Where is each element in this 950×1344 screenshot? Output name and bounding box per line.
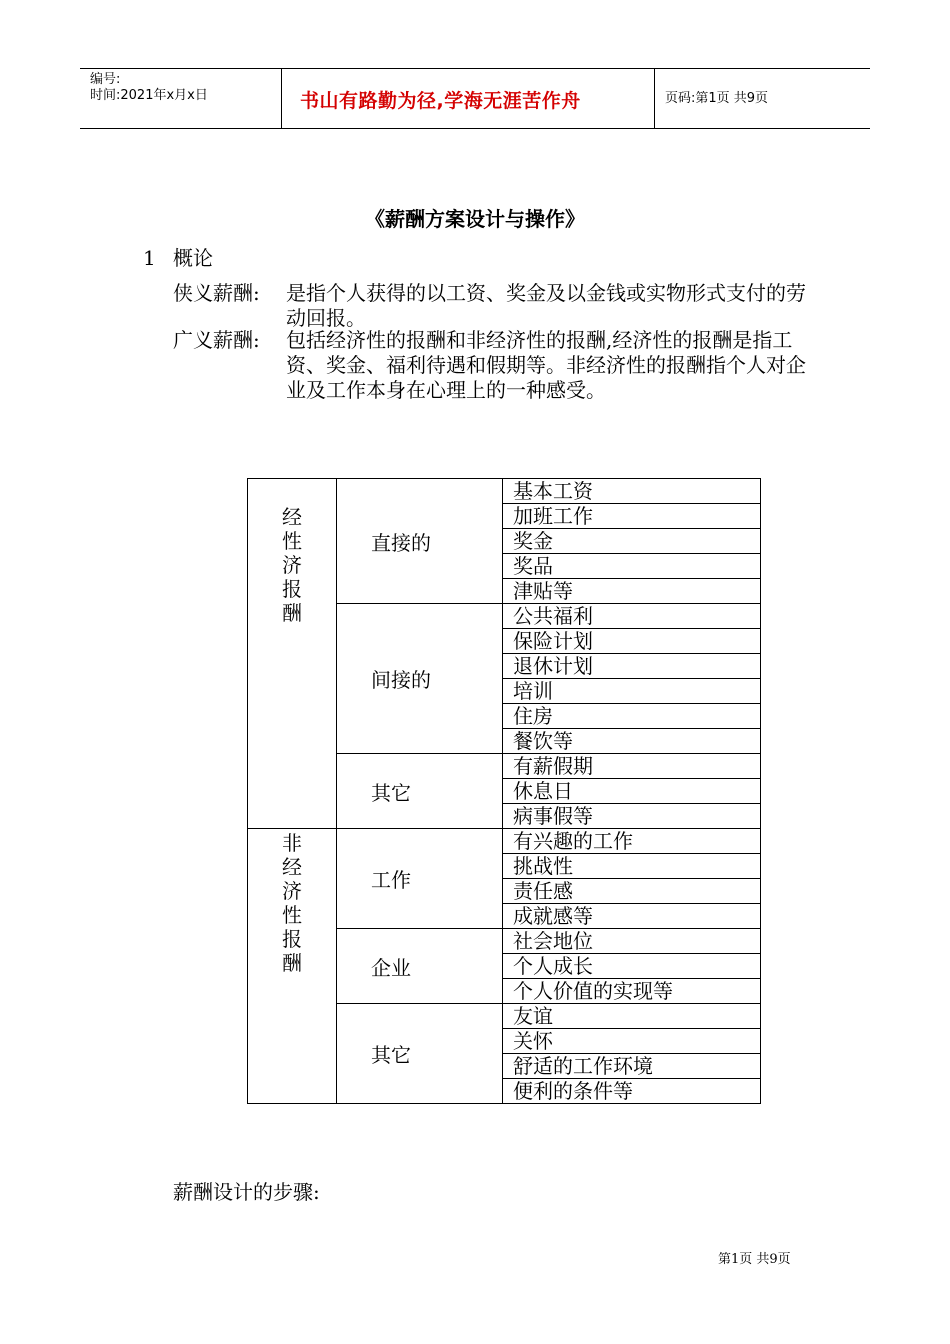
item-cell: 成就感等 [503, 904, 761, 929]
item-cell: 加班工作 [503, 504, 761, 529]
document-title: 《薪酬方案设计与操作》 [365, 207, 585, 231]
broad-body: 包括经济性的报酬和非经济性的报酬,经济性的报酬是指工资、奖金、福利待遇和假期等。非经济性的报酬指个人对企业及工作本身在心理上的一种感受。 [286, 328, 806, 402]
section-number: 1 [143, 246, 156, 270]
narrow-body: 是指个人获得的以工资、奖金及以金钱或实物形式支付的劳动回报。 [286, 281, 806, 330]
item-cell: 社会地位 [503, 929, 761, 954]
header-page-label: 页码:第1页 共9页 [665, 91, 769, 106]
table-row [248, 479, 761, 504]
header-time-label: 时间:2021年x月x日 [90, 88, 208, 103]
item-cell: 责任感 [503, 879, 761, 904]
category-cell [248, 829, 337, 1104]
section-title: 概论 [173, 246, 213, 270]
category-label: 经性济报酬 [282, 505, 302, 625]
narrow-definition [173, 281, 813, 333]
footer-page-label: 第1页 共9页 [718, 1252, 791, 1267]
item-cell: 住房 [503, 704, 761, 729]
item-cell: 津贴等 [503, 579, 761, 604]
table-row [248, 829, 761, 854]
item-cell: 挑战性 [503, 854, 761, 879]
narrow-term: 侠义薪酬: [173, 281, 260, 305]
item-cell: 奖品 [503, 554, 761, 579]
header-top-rule [80, 68, 870, 69]
item-cell: 公共福利 [503, 604, 761, 629]
item-cell: 有薪假期 [503, 754, 761, 779]
header-bottom-rule [80, 128, 870, 129]
steps-heading: 薪酬设计的步骤: [173, 1180, 320, 1204]
header-motto: 书山有路勤为径,学海无涯苦作舟 [300, 90, 581, 112]
item-cell: 舒适的工作环境 [503, 1054, 761, 1079]
item-cell: 个人成长 [503, 954, 761, 979]
item-cell: 奖金 [503, 529, 761, 554]
category-cell [248, 479, 337, 829]
subcategory-cell: 其它 [337, 754, 503, 829]
item-cell: 退休计划 [503, 654, 761, 679]
subcategory-cell: 直接的 [337, 479, 503, 604]
item-cell: 休息日 [503, 779, 761, 804]
category-label: 非经济性报酬 [282, 831, 302, 975]
item-cell: 餐饮等 [503, 729, 761, 754]
item-cell: 个人价值的实现等 [503, 979, 761, 1004]
section-heading [143, 242, 213, 271]
compensation-table [247, 478, 761, 1104]
item-cell: 培训 [503, 679, 761, 704]
item-cell: 保险计划 [503, 629, 761, 654]
header-divider-left [281, 68, 282, 128]
item-cell: 有兴趣的工作 [503, 829, 761, 854]
header-number-label: 编号: [90, 72, 121, 87]
item-cell: 病事假等 [503, 804, 761, 829]
header-divider-right [654, 68, 655, 128]
subcategory-cell: 企业 [337, 929, 503, 1004]
subcategory-cell: 其它 [337, 1004, 503, 1104]
item-cell: 便利的条件等 [503, 1079, 761, 1104]
item-cell: 友谊 [503, 1004, 761, 1029]
item-cell: 关怀 [503, 1029, 761, 1054]
item-cell: 基本工资 [503, 479, 761, 504]
broad-term: 广义薪酬: [173, 328, 260, 352]
subcategory-cell: 间接的 [337, 604, 503, 754]
subcategory-cell: 工作 [337, 829, 503, 929]
broad-definition [173, 328, 813, 432]
